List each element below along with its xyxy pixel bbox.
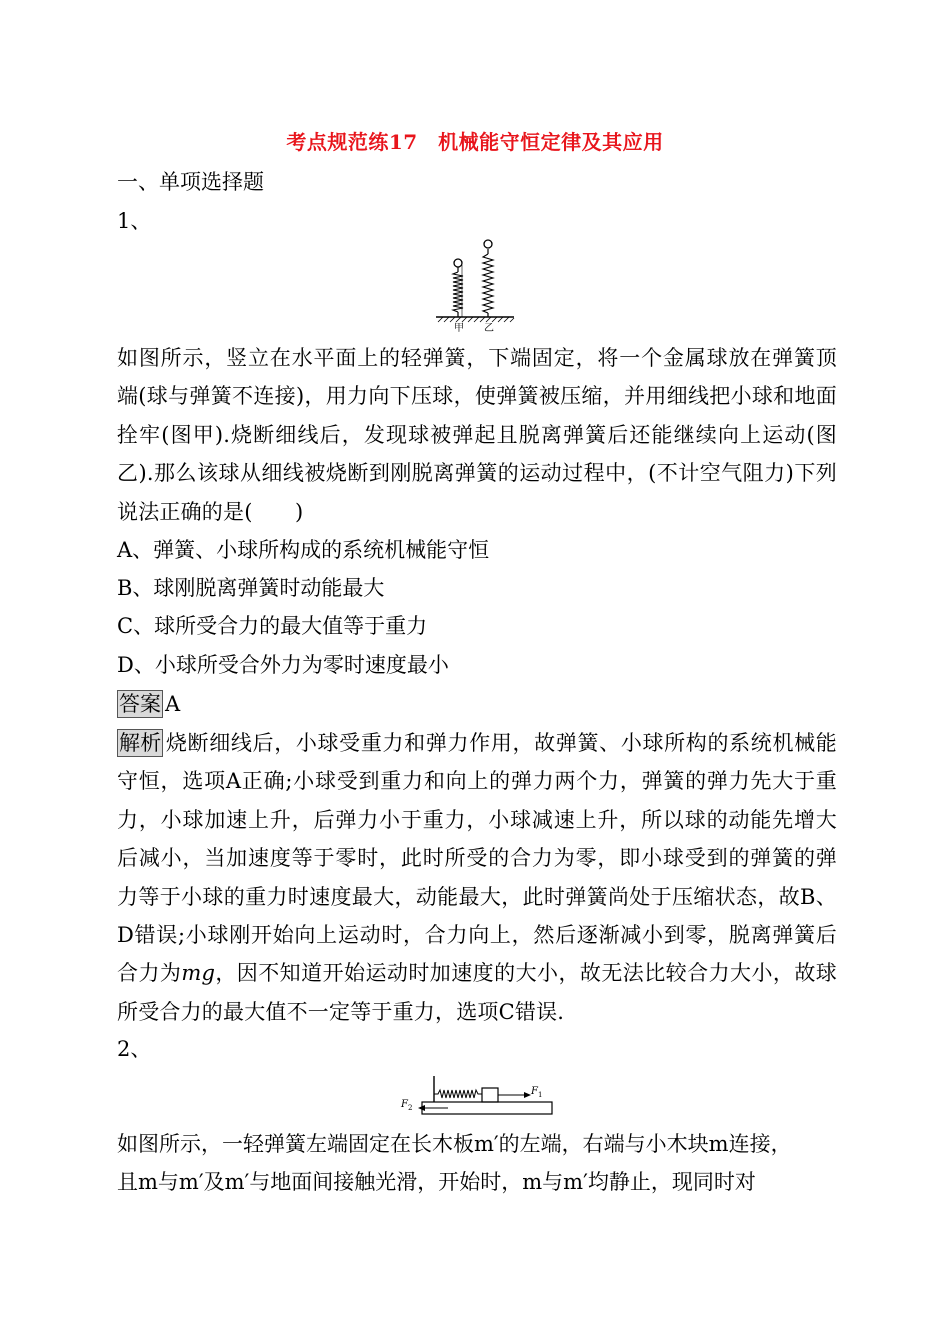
- analysis-text-part2: ，因不知道开始运动时加速度的大小，故无法比较合力大小，故球所受合力的最大值不一定等于重力，选项C错误.: [117, 961, 837, 1024]
- question-2-figure: [398, 1074, 558, 1120]
- question-1-option-a: A、弹簧、小球所构成的系统机械能守恒: [117, 538, 490, 562]
- question-1-option-b: B、球刚脱离弹簧时动能最大: [117, 576, 385, 600]
- analysis-mg: mg: [181, 961, 216, 986]
- question-1-analysis: [117, 724, 837, 1031]
- question-2-stem-line-2: 且m与m′及m′与地面间接触光滑，开始时，m与m′均静止，现同时对: [117, 1170, 756, 1194]
- analysis-label: 解析: [119, 731, 162, 755]
- question-2-number: 2、: [117, 1037, 152, 1061]
- answer-label: 答案: [119, 692, 161, 716]
- question-1-answer: [117, 685, 180, 723]
- section-heading: 一、单项选择题: [117, 170, 264, 194]
- question-1-number: 1、: [117, 209, 152, 233]
- figure-label-jia: 甲: [454, 323, 464, 332]
- analysis-text-part1: 烧断细线后，小球受重力和弹力作用，故弹簧、小球所构的系统机械能守恒，选项A正确;小球受到重力和向上的弹力两个力，弹簧的弹力先大于重力，小球加速上升，后弹力小于重力，小球减速上升，所以球的动能先增大后减小，当加速度等于零时，此时所受的合力为零，即小球受到的弹簧的弹力等于小球的重力时速度最大，动能最大，此时弹簧尚处于压缩状态，故B、D错误;小球刚开始向上运动时，合力向上，然后逐渐减小到零，脱离弹簧后合力为: [117, 731, 837, 986]
- question-1-figure: [432, 236, 522, 332]
- question-1-option-d: D、小球所受合外力为零时速度最小: [117, 653, 449, 677]
- figure-label-yi: 乙: [484, 323, 494, 332]
- force-label-f2: F: [401, 1099, 408, 1110]
- question-1-stem: 如图所示，竖立在水平面上的轻弹簧，下端固定，将一个金属球放在弹簧顶端(球与弹簧不连接)，用力向下压球，使弹簧被压缩，并用细线把小球和地面拴牢(图甲).烧断细线后，发现球被弹起且脱离弹簧后还能继续向上运动(图乙).那么该球从细线被烧断到刚脱离弹簧的运动过程中，(不计空气阻力)下列说法正确的是( ): [117, 346, 837, 524]
- force-label-f1-sub: 1: [538, 1091, 543, 1099]
- answer-value: A: [165, 692, 181, 716]
- question-2-stem-line-1: 如图所示，一轻弹簧左端固定在长木板m′的左端，右端与小木块m连接，: [117, 1132, 792, 1156]
- page-title: 考点规范练17 机械能守恒定律及其应用: [286, 130, 664, 154]
- force-label-f2-sub: 2: [408, 1104, 413, 1112]
- question-1-option-c: C、球所受合力的最大值等于重力: [117, 614, 428, 638]
- force-label-f1: F: [531, 1086, 538, 1097]
